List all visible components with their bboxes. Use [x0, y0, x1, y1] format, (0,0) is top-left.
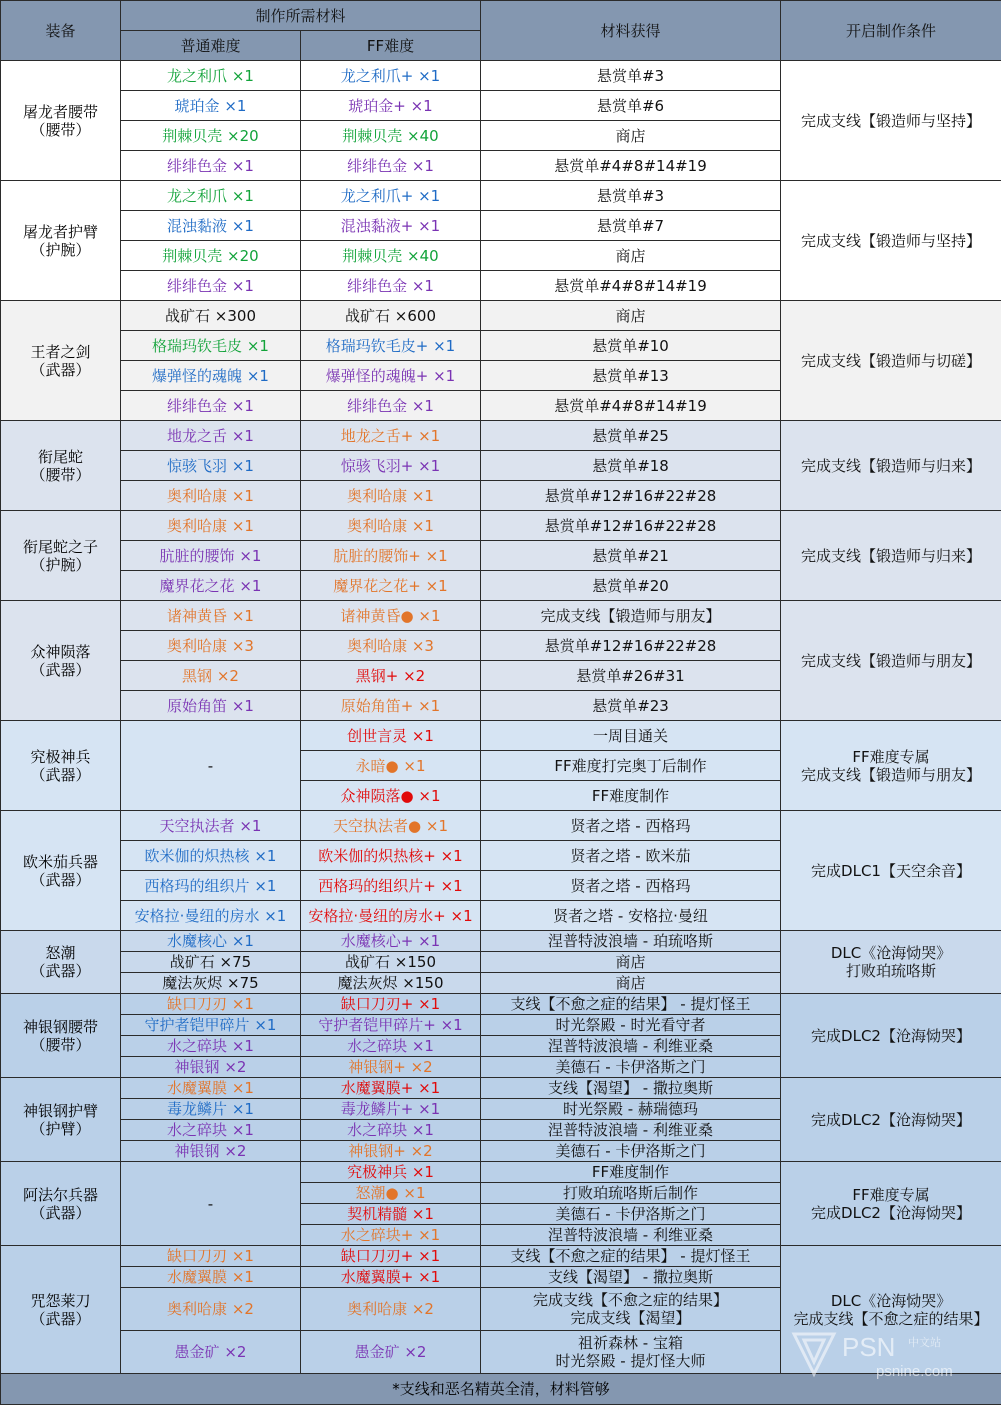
equipment-cell: [1, 994, 121, 1078]
equipment-type: （武器）: [30, 870, 91, 889]
source-line: 悬赏单#26#31: [576, 666, 685, 685]
table-row: [1, 1246, 1001, 1267]
ff-material-cell: 神银钢+ ×2: [301, 1057, 481, 1078]
condition-line: 完成支线【锻造师与归来】: [801, 546, 982, 565]
source-line: 美德石 - 卡伊洛斯之门: [555, 1058, 706, 1076]
ff-material-cell: 战矿石 ×150: [301, 952, 481, 973]
ff-material-cell: 魔法灰烬 ×150: [301, 973, 481, 994]
equipment-cell: [1, 1078, 121, 1162]
table-row: [1, 601, 1001, 631]
header-equipment: 装备: [1, 1, 121, 61]
equipment-cell: [1, 181, 121, 301]
equipment-cell: [1, 601, 121, 721]
ff-material-cell: 奥利哈康 ×1: [301, 511, 481, 541]
condition-line: DLC《沧海恸哭》: [830, 944, 952, 962]
condition-line: 完成支线【锻造师与朋友】: [801, 765, 982, 784]
ff-material-cell: 奥利哈康 ×3: [301, 631, 481, 661]
equipment-type: （护臂）: [30, 1119, 91, 1138]
normal-material-cell: 奥利哈康 ×1: [121, 511, 301, 541]
normal-material-cell: 荆棘贝壳 ×20: [121, 241, 301, 271]
ff-material-cell: 水之碎块+ ×1: [301, 1225, 481, 1246]
equipment-name: 阿法尔兵器: [22, 1185, 98, 1204]
source-line: 悬赏单#4#8#14#19: [554, 396, 707, 415]
normal-material-cell: 水魔翼膜 ×1: [121, 1267, 301, 1288]
source-line: 时光祭殿 - 赫瑞德玛: [563, 1100, 698, 1118]
source-cell: [481, 973, 781, 994]
source-cell: [481, 271, 781, 301]
source-cell: [481, 1141, 781, 1162]
table-row: [1, 811, 1001, 841]
source-cell: [481, 451, 781, 481]
condition-cell: [781, 1162, 1001, 1246]
normal-material-cell: 守护者铠甲碎片 ×1: [121, 1015, 301, 1036]
ff-material-cell: 龙之利爪+ ×1: [301, 61, 481, 91]
condition-cell: [781, 181, 1001, 301]
ff-material-cell: 缺口刀刃+ ×1: [301, 1246, 481, 1267]
ff-material-cell: 水魔翼膜+ ×1: [301, 1078, 481, 1099]
source-line: 美德石 - 卡伊洛斯之门: [555, 1142, 706, 1160]
source-cell: [481, 841, 781, 871]
equipment-type: （武器）: [30, 360, 91, 379]
equipment-name: 屠龙者护臂: [22, 222, 98, 241]
source-line: 贤者之塔 - 西格玛: [570, 876, 691, 895]
source-line: 悬赏单#3: [596, 186, 665, 205]
source-line: 悬赏单#12#16#22#28: [544, 516, 717, 535]
normal-material-cell: 愚金矿 ×2: [121, 1331, 301, 1374]
normal-material-cell: 混浊黏液 ×1: [121, 211, 301, 241]
source-cell: [481, 511, 781, 541]
condition-line: FF难度专属: [852, 747, 930, 766]
source-cell: [481, 211, 781, 241]
condition-line: 打败珀琉咯斯: [846, 962, 937, 980]
source-cell: [481, 1331, 781, 1374]
equipment-name: 衔尾蛇: [37, 447, 83, 466]
source-line: 悬赏单#4#8#14#19: [554, 156, 707, 175]
ff-material-cell: 守护者铠甲碎片+ ×1: [301, 1015, 481, 1036]
normal-material-cell: 琥珀金 ×1: [121, 91, 301, 121]
ff-material-cell: 战矿石 ×600: [301, 301, 481, 331]
equipment-name: 王者之剑: [30, 342, 91, 361]
normal-material-cell: 绯绯色金 ×1: [121, 271, 301, 301]
source-line: FF难度打完奥丁后制作: [554, 756, 707, 775]
normal-material-cell: 水之碎块 ×1: [121, 1120, 301, 1141]
equipment-type: （武器）: [30, 962, 91, 980]
table-row: [1, 421, 1001, 451]
header-condition: 开启制作条件: [781, 1, 1001, 61]
condition-line: DLC《沧海恸哭》: [830, 1291, 952, 1310]
condition-cell: [781, 601, 1001, 721]
source-line: 一周目通关: [593, 726, 669, 745]
source-line: 贤者之塔 - 安格拉·曼纽: [553, 906, 708, 925]
normal-material-cell: 绯绯色金 ×1: [121, 151, 301, 181]
source-line: 悬赏单#18: [592, 456, 669, 475]
ff-material-cell: 魔界花之花+ ×1: [301, 571, 481, 601]
condition-line: 完成支线【锻造师与坚持】: [801, 231, 982, 250]
table-row: [1, 721, 1001, 751]
source-cell: [481, 631, 781, 661]
ff-material-cell: 究极神兵 ×1: [301, 1162, 481, 1183]
source-cell: [481, 751, 781, 781]
ff-material-cell: 龙之利爪+ ×1: [301, 181, 481, 211]
equipment-name: 神银钢腰带: [22, 1017, 98, 1036]
equipment-type: （武器）: [30, 765, 91, 784]
source-line: 悬赏单#6: [596, 96, 665, 115]
source-cell: [481, 781, 781, 811]
table-header: [1, 1, 1001, 61]
source-line: 时光祭殿 - 提灯怪大师: [555, 1352, 706, 1370]
equipment-type: （武器）: [30, 660, 91, 679]
condition-cell: [781, 301, 1001, 421]
normal-material-cell: 魔法灰烬 ×75: [121, 973, 301, 994]
ff-material-cell: 愚金矿 ×2: [301, 1331, 481, 1374]
normal-material-cell: 水之碎块 ×1: [121, 1036, 301, 1057]
ff-material-cell: 原始角笛+ ×1: [301, 691, 481, 721]
table-row: [1, 511, 1001, 541]
table-row: [1, 1078, 1001, 1099]
normal-material-cell: -: [121, 1162, 301, 1246]
condition-line: 完成支线【锻造师与坚持】: [801, 111, 982, 130]
source-line: 完成支线【渴望】: [570, 1309, 691, 1327]
normal-material-cell: 荆棘贝壳 ×20: [121, 121, 301, 151]
equipment-cell: [1, 511, 121, 601]
normal-material-cell: 黑钢 ×2: [121, 661, 301, 691]
watermark-url: psnine.com: [876, 1363, 953, 1380]
source-line: 悬赏单#12#16#22#28: [544, 636, 717, 655]
source-cell: [481, 1162, 781, 1183]
normal-material-cell: 地龙之舌 ×1: [121, 421, 301, 451]
equipment-type: （腰带）: [30, 1035, 91, 1054]
equipment-type: （腰带）: [30, 465, 91, 484]
equipment-cell: [1, 721, 121, 811]
source-cell: [481, 1057, 781, 1078]
condition-cell: [781, 1246, 1001, 1374]
equipment-name: 衔尾蛇之子: [22, 537, 98, 556]
source-line: 贤者之塔 - 西格玛: [570, 816, 691, 835]
normal-material-cell: -: [121, 721, 301, 811]
source-cell: [481, 481, 781, 511]
source-line: 商店: [615, 246, 646, 265]
condition-line: 完成DLC1【天空余音】: [811, 861, 971, 880]
source-line: 悬赏单#4#8#14#19: [554, 276, 707, 295]
table-row: [1, 931, 1001, 952]
source-cell: [481, 391, 781, 421]
ff-material-cell: 绯绯色金 ×1: [301, 391, 481, 421]
source-line: FF难度制作: [591, 1163, 670, 1181]
normal-material-cell: 魔界花之花 ×1: [121, 571, 301, 601]
normal-material-cell: 原始角笛 ×1: [121, 691, 301, 721]
source-cell: [481, 901, 781, 931]
condition-line: 完成支线【不愈之症的结果】: [793, 1309, 989, 1328]
source-cell: [481, 952, 781, 973]
ff-material-cell: 荆棘贝壳 ×40: [301, 241, 481, 271]
source-line: 美德石 - 卡伊洛斯之门: [555, 1205, 706, 1223]
normal-material-cell: 战矿石 ×75: [121, 952, 301, 973]
ff-material-cell: 水之碎块 ×1: [301, 1036, 481, 1057]
condition-line: 完成支线【锻造师与切磋】: [801, 351, 982, 370]
source-line: 悬赏单#10: [592, 336, 669, 355]
source-line: 商店: [615, 126, 646, 145]
ff-material-cell: 创世言灵 ×1: [301, 721, 481, 751]
source-cell: [481, 331, 781, 361]
normal-material-cell: 龙之利爪 ×1: [121, 181, 301, 211]
source-cell: [481, 661, 781, 691]
normal-material-cell: 格瑞玛钦毛皮 ×1: [121, 331, 301, 361]
ff-material-cell: 缺口刀刃+ ×1: [301, 994, 481, 1015]
source-line: 完成支线【不愈之症的结果】: [533, 1291, 729, 1309]
condition-line: 完成DLC2【沧海恸哭】: [811, 1110, 971, 1129]
equipment-name: 众神陨落: [30, 642, 91, 661]
source-line: 支线【渴望】 - 撒拉奥斯: [548, 1268, 713, 1286]
source-cell: [481, 1183, 781, 1204]
source-cell: [481, 421, 781, 451]
source-line: 悬赏单#3: [596, 66, 665, 85]
source-cell: [481, 91, 781, 121]
footer-note: *支线和恶名精英全清，材料管够: [1, 1374, 1001, 1405]
source-cell: [481, 181, 781, 211]
ff-material-cell: 爆弹怪的魂魄+ ×1: [301, 361, 481, 391]
source-line: 时光祭殿 - 时光看守者: [555, 1016, 706, 1034]
normal-material-cell: 龙之利爪 ×1: [121, 61, 301, 91]
equipment-cell: [1, 1246, 121, 1374]
normal-material-cell: 安格拉·曼纽的房水 ×1: [121, 901, 301, 931]
ff-material-cell: 水魔核心+ ×1: [301, 931, 481, 952]
equipment-name: 神银钢护臂: [22, 1101, 98, 1120]
source-line: 商店: [615, 974, 646, 992]
ff-material-cell: 格瑞玛钦毛皮+ ×1: [301, 331, 481, 361]
source-cell: [481, 1036, 781, 1057]
source-cell: [481, 1015, 781, 1036]
normal-material-cell: 绯绯色金 ×1: [121, 391, 301, 421]
source-line: 涅普特波浪墙 - 利维亚桑: [548, 1226, 713, 1244]
ff-material-cell: 欧米伽的炽热核+ ×1: [301, 841, 481, 871]
condition-line: FF难度专属: [852, 1185, 930, 1204]
equipment-type: （护腕）: [30, 555, 91, 574]
ff-material-cell: 黑钢+ ×2: [301, 661, 481, 691]
watermark-sub: 中文站: [908, 1336, 941, 1349]
normal-material-cell: 惊骇飞羽 ×1: [121, 451, 301, 481]
normal-material-cell: 战矿石 ×300: [121, 301, 301, 331]
watermark-brand: PSN: [842, 1332, 896, 1362]
source-line: FF难度制作: [591, 786, 670, 805]
ff-material-cell: 怒潮● ×1: [301, 1183, 481, 1204]
equipment-name: 欧米茄兵器: [22, 852, 98, 871]
ff-material-cell: 水魔翼膜+ ×1: [301, 1267, 481, 1288]
ff-material-cell: 安格拉·曼纽的房水+ ×1: [301, 901, 481, 931]
source-cell: [481, 871, 781, 901]
header-materials: 制作所需材料: [121, 1, 481, 31]
equipment-type: （武器）: [30, 1309, 91, 1328]
source-line: 涅普特波浪墙 - 利维亚桑: [548, 1121, 713, 1139]
condition-cell: [781, 994, 1001, 1078]
normal-material-cell: 诸神黄昏 ×1: [121, 601, 301, 631]
source-line: 悬赏单#21: [592, 546, 669, 565]
ff-material-cell: 绯绯色金 ×1: [301, 271, 481, 301]
source-line: 悬赏单#23: [592, 696, 669, 715]
source-line: 涅普特波浪墙 - 珀琉咯斯: [548, 932, 713, 950]
normal-material-cell: 水魔翼膜 ×1: [121, 1078, 301, 1099]
normal-material-cell: 奥利哈康 ×2: [121, 1288, 301, 1331]
equipment-name: 屠龙者腰带: [22, 102, 98, 121]
normal-material-cell: 肮脏的腰饰 ×1: [121, 541, 301, 571]
source-cell: [481, 811, 781, 841]
source-line: 悬赏单#7: [596, 216, 665, 235]
ff-material-cell: 奥利哈康 ×1: [301, 481, 481, 511]
source-cell: [481, 1120, 781, 1141]
source-cell: [481, 601, 781, 631]
equipment-cell: [1, 811, 121, 931]
source-cell: [481, 691, 781, 721]
table-row: [1, 181, 1001, 211]
ff-material-cell: 神银钢+ ×2: [301, 1141, 481, 1162]
source-cell: [481, 1246, 781, 1267]
ff-material-cell: 奥利哈康 ×2: [301, 1288, 481, 1331]
ff-material-cell: 琥珀金+ ×1: [301, 91, 481, 121]
ff-material-cell: 永暗● ×1: [301, 751, 481, 781]
equipment-cell: [1, 421, 121, 511]
source-cell: [481, 301, 781, 331]
source-cell: [481, 1267, 781, 1288]
source-cell: [481, 241, 781, 271]
normal-material-cell: 西格玛的组织片 ×1: [121, 871, 301, 901]
table-row: [1, 994, 1001, 1015]
equipment-type: （腰带）: [30, 120, 91, 139]
condition-cell: [781, 421, 1001, 511]
source-cell: [481, 1099, 781, 1120]
source-cell: [481, 541, 781, 571]
ff-material-cell: 天空执法者● ×1: [301, 811, 481, 841]
equipment-type: （护腕）: [30, 240, 91, 259]
ff-material-cell: 诸神黄昏● ×1: [301, 601, 481, 631]
equipment-cell: [1, 1162, 121, 1246]
equipment-cell: [1, 61, 121, 181]
source-cell: [481, 361, 781, 391]
ff-material-cell: 绯绯色金 ×1: [301, 151, 481, 181]
header-ff: FF难度: [301, 31, 481, 61]
source-cell: [481, 721, 781, 751]
source-cell: [481, 1204, 781, 1225]
condition-line: 完成DLC2【沧海恸哭】: [811, 1203, 971, 1222]
condition-cell: [781, 1078, 1001, 1162]
condition-cell: [781, 931, 1001, 994]
normal-material-cell: 奥利哈康 ×3: [121, 631, 301, 661]
equipment-cell: [1, 301, 121, 421]
ff-material-cell: 荆棘贝壳 ×40: [301, 121, 481, 151]
source-line: 支线【渴望】 - 撒拉奥斯: [548, 1079, 713, 1097]
source-cell: [481, 931, 781, 952]
source-cell: [481, 1078, 781, 1099]
condition-line: 完成DLC2【沧海恸哭】: [811, 1026, 971, 1045]
normal-material-cell: 缺口刀刃 ×1: [121, 994, 301, 1015]
normal-material-cell: 神银钢 ×2: [121, 1057, 301, 1078]
source-cell: [481, 151, 781, 181]
source-cell: [481, 61, 781, 91]
source-cell: [481, 571, 781, 601]
normal-material-cell: 爆弹怪的魂魄 ×1: [121, 361, 301, 391]
normal-material-cell: 天空执法者 ×1: [121, 811, 301, 841]
ff-material-cell: 混浊黏液+ ×1: [301, 211, 481, 241]
source-cell: [481, 1288, 781, 1331]
condition-cell: [781, 61, 1001, 181]
source-line: 悬赏单#12#16#22#28: [544, 486, 717, 505]
ff-material-cell: 惊骇飞羽+ ×1: [301, 451, 481, 481]
condition-line: 完成支线【锻造师与朋友】: [801, 651, 982, 670]
ff-material-cell: 地龙之舌+ ×1: [301, 421, 481, 451]
ff-material-cell: 水之碎块 ×1: [301, 1120, 481, 1141]
normal-material-cell: 毒龙鳞片 ×1: [121, 1099, 301, 1120]
ff-material-cell: 西格玛的组织片+ ×1: [301, 871, 481, 901]
source-line: 打败珀琉咯斯后制作: [563, 1184, 699, 1202]
ff-material-cell: 肮脏的腰饰+ ×1: [301, 541, 481, 571]
source-line: 涅普特波浪墙 - 利维亚桑: [548, 1037, 713, 1055]
table-row: [1, 301, 1001, 331]
equipment-name: 究极神兵: [30, 747, 91, 766]
ff-material-cell: 契机精髓 ×1: [301, 1204, 481, 1225]
source-line: 贤者之塔 - 欧米茄: [570, 846, 691, 865]
normal-material-cell: 缺口刀刃 ×1: [121, 1246, 301, 1267]
table-row: [1, 1162, 1001, 1183]
table-row: [1, 61, 1001, 91]
source-line: 商店: [615, 953, 646, 971]
source-cell: [481, 994, 781, 1015]
equipment-type: （武器）: [30, 1203, 91, 1222]
source-line: 悬赏单#13: [592, 366, 669, 385]
source-cell: [481, 1225, 781, 1246]
ff-material-cell: 众神陨落● ×1: [301, 781, 481, 811]
header-source: 材料获得: [481, 1, 781, 61]
equipment-name: 怒潮: [45, 944, 76, 962]
condition-cell: [781, 721, 1001, 811]
condition-cell: [781, 811, 1001, 931]
source-line: 商店: [615, 306, 646, 325]
source-line: 支线【不愈之症的结果】 - 提灯怪王: [510, 995, 751, 1013]
ff-material-cell: 毒龙鳞片+ ×1: [301, 1099, 481, 1120]
header-normal: 普通难度: [121, 31, 301, 61]
source-line: 完成支线【锻造师与朋友】: [540, 606, 721, 625]
source-line: 祖祈森林 - 宝箱: [578, 1334, 683, 1352]
normal-material-cell: 欧米伽的炽热核 ×1: [121, 841, 301, 871]
normal-material-cell: 水魔核心 ×1: [121, 931, 301, 952]
source-line: 悬赏单#25: [592, 426, 669, 445]
equipment-name: 咒怨莱刀: [30, 1291, 91, 1310]
source-line: 支线【不愈之症的结果】 - 提灯怪王: [510, 1247, 751, 1265]
condition-line: 完成支线【锻造师与归来】: [801, 456, 982, 475]
normal-material-cell: 神银钢 ×2: [121, 1141, 301, 1162]
normal-material-cell: 奥利哈康 ×1: [121, 481, 301, 511]
source-line: 悬赏单#20: [592, 576, 669, 595]
table-body: [1, 61, 1001, 1374]
source-cell: [481, 121, 781, 151]
condition-cell: [781, 511, 1001, 601]
equipment-cell: [1, 931, 121, 994]
